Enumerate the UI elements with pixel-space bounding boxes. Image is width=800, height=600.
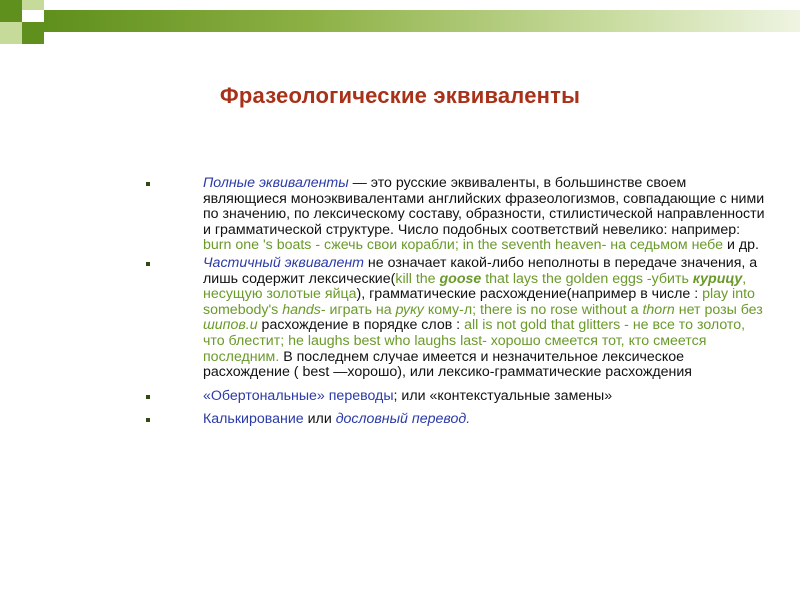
deco-square-2 bbox=[22, 0, 44, 10]
item-text-tail: и др. bbox=[723, 237, 759, 254]
deco-square-4 bbox=[22, 22, 44, 44]
example-emphasis: руку bbox=[395, 301, 424, 318]
example-emphasis: thorn bbox=[642, 301, 675, 318]
list-item bbox=[146, 412, 766, 428]
bullet-icon bbox=[146, 182, 150, 186]
slide-title: Фразеологические эквиваленты bbox=[219, 83, 581, 108]
example-text: that lays the golden eggs -убить bbox=[481, 270, 693, 287]
item-text: расхождение в порядке слов : bbox=[257, 317, 465, 334]
term-partial-equivalent: Частичный эквивалент bbox=[203, 254, 364, 271]
bullet-icon bbox=[146, 418, 150, 422]
example-text: burn one 's boats - сжечь свои корабли; in the seventh heaven- на седьмом небе bbox=[203, 237, 724, 254]
example-text: кому-л; there is no rose without a bbox=[423, 301, 643, 318]
term-calque: Калькирование bbox=[203, 411, 304, 428]
example-emphasis: шипов.и bbox=[203, 317, 258, 334]
list-item bbox=[146, 176, 766, 254]
bullet-list bbox=[146, 176, 766, 430]
term-literal-translation: дословный перевод. bbox=[335, 411, 471, 428]
item-text: ; или «контекстуальные замены» bbox=[393, 387, 613, 404]
bullet-icon bbox=[146, 395, 150, 399]
example-text: kill the bbox=[395, 270, 440, 287]
header-gradient-bar bbox=[44, 10, 800, 32]
example-emphasis: goose bbox=[439, 270, 482, 287]
example-emphasis: hands bbox=[282, 301, 321, 318]
item-text: или bbox=[303, 411, 336, 428]
item-text: В последнем случае имеется и незначительное лексическое расхождение ( best —хорошо), или лексико-грамматические расхождения bbox=[203, 348, 692, 381]
deco-square-3 bbox=[0, 22, 22, 44]
example-text: нет розы без bbox=[674, 301, 763, 318]
example-text: play into somebody's bbox=[203, 286, 755, 318]
term-full-equivalents: Полные эквиваленты bbox=[203, 175, 349, 191]
example-text: all is not gold that glitters - не все то золото, что блестит; he laughs best who laughs last- хорошо смеется тот, кто смеется последним. bbox=[203, 317, 746, 365]
item-text: — это русские эквиваленты, в большинстве своем являющиеся моноэквивалентами английских фразеологизмов, совпадающие с ними по значению, по лексическому составу, образности, стилистической направленности и грамматической структуре. Число подобных соответствий невелико: например: bbox=[203, 175, 765, 238]
example-text: , несущую золотые яйца bbox=[203, 270, 747, 303]
item-text: ), грамматические расхождение(например в числе : bbox=[356, 286, 703, 303]
list-item bbox=[146, 389, 766, 405]
term-overtone-translations: «Обертональные» переводы bbox=[203, 387, 394, 404]
deco-square-1 bbox=[0, 0, 22, 22]
bullet-icon bbox=[146, 262, 150, 266]
item-text: не означает какой-либо неполноты в передаче значения, а лишь содержит лексические( bbox=[203, 254, 758, 287]
example-emphasis: курицу bbox=[692, 270, 743, 287]
list-item bbox=[146, 256, 766, 381]
example-text: - играть на bbox=[320, 301, 396, 318]
